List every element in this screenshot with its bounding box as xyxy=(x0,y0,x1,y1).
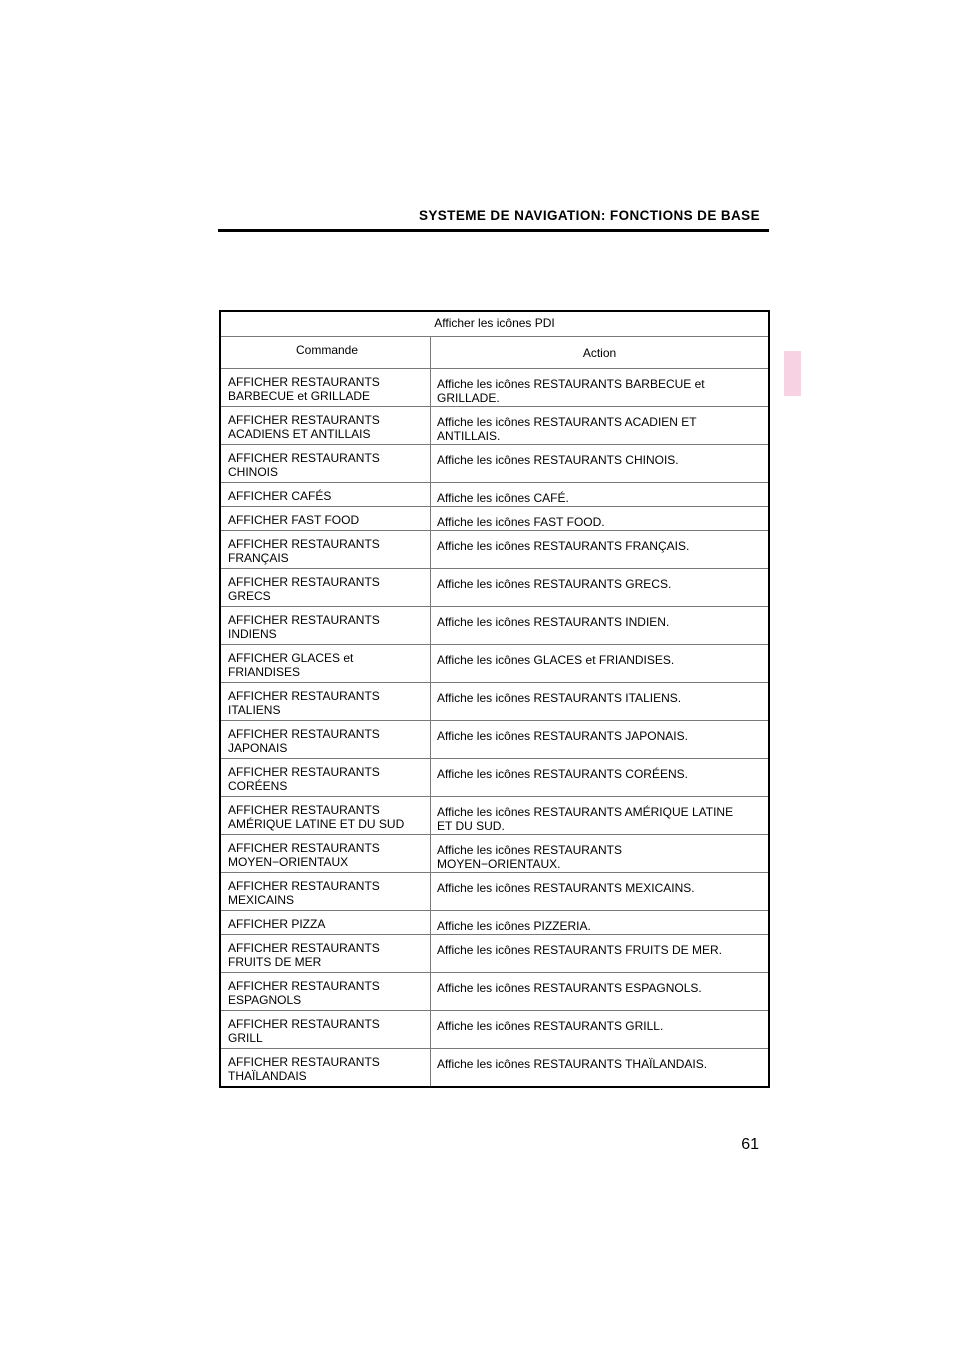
command-cell: AFFICHER RESTAURANTS ESPAGNOLS xyxy=(220,973,431,1011)
table-row xyxy=(220,369,769,407)
action-cell: Affiche les icônes RESTAURANTS FRUITS DE MER. xyxy=(431,935,770,973)
action-cell: Affiche les icônes RESTAURANTS ITALIENS. xyxy=(431,683,770,721)
command-cell: AFFICHER RESTAURANTS GRILL xyxy=(220,1011,431,1049)
command-cell: AFFICHER RESTAURANTS JAPONAIS xyxy=(220,721,431,759)
command-cell: AFFICHER RESTAURANTS MOYEN−ORIENTAUX xyxy=(220,835,431,873)
action-cell: Affiche les icônes RESTAURANTS THAÏLANDAIS. xyxy=(431,1049,770,1087)
action-cell: Affiche les icônes GLACES et FRIANDISES. xyxy=(431,645,770,683)
table-row xyxy=(220,935,769,973)
table-row xyxy=(220,973,769,1011)
action-cell: Affiche les icônes PIZZERIA. xyxy=(431,911,770,935)
command-cell: AFFICHER CAFÉS xyxy=(220,483,431,507)
command-cell: AFFICHER RESTAURANTS CHINOIS xyxy=(220,445,431,483)
action-cell: Affiche les icônes RESTAURANTS ACADIEN ET ANTILLAIS. xyxy=(431,407,770,445)
command-cell: AFFICHER RESTAURANTS AMÉRIQUE LATINE ET DU SUD xyxy=(220,797,431,835)
page-header-title: SYSTEME DE NAVIGATION: FONCTIONS DE BASE xyxy=(418,208,760,223)
column-header-command: Commande xyxy=(220,337,431,369)
command-cell: AFFICHER RESTAURANTS FRUITS DE MER xyxy=(220,935,431,973)
action-cell: Affiche les icônes FAST FOOD. xyxy=(431,507,770,531)
action-cell: Affiche les icônes RESTAURANTS FRANÇAIS. xyxy=(431,531,770,569)
command-cell: AFFICHER FAST FOOD xyxy=(220,507,431,531)
table-row xyxy=(220,483,769,507)
header-rule xyxy=(218,229,769,232)
table-row xyxy=(220,645,769,683)
table-caption: Afficher les icônes PDI xyxy=(220,311,769,337)
command-cell: AFFICHER PIZZA xyxy=(220,911,431,935)
table-row xyxy=(220,407,769,445)
poi-commands-table xyxy=(219,310,770,1088)
action-cell: Affiche les icônes RESTAURANTS MEXICAINS. xyxy=(431,873,770,911)
command-cell: AFFICHER RESTAURANTS BARBECUE et GRILLADE xyxy=(220,369,431,407)
section-tab-marker xyxy=(784,351,801,396)
table-row xyxy=(220,1011,769,1049)
column-header-action: Action xyxy=(431,337,770,369)
table-row xyxy=(220,607,769,645)
action-cell: Affiche les icônes RESTAURANTS JAPONAIS. xyxy=(431,721,770,759)
table-row xyxy=(220,835,769,873)
action-cell: Affiche les icônes RESTAURANTS CHINOIS. xyxy=(431,445,770,483)
table-row xyxy=(220,797,769,835)
command-cell: AFFICHER RESTAURANTS GRECS xyxy=(220,569,431,607)
action-cell: Affiche les icônes RESTAURANTS MOYEN−ORIENTAUX. xyxy=(431,835,770,873)
command-cell: AFFICHER RESTAURANTS ITALIENS xyxy=(220,683,431,721)
table-row xyxy=(220,759,769,797)
table-row xyxy=(220,1049,769,1087)
action-cell: Affiche les icônes RESTAURANTS INDIEN. xyxy=(431,607,770,645)
table-row xyxy=(220,531,769,569)
action-cell: Affiche les icônes CAFÉ. xyxy=(431,483,770,507)
action-cell: Affiche les icônes RESTAURANTS AMÉRIQUE LATINE ET DU SUD. xyxy=(431,797,770,835)
page-number: 61 xyxy=(741,1136,759,1153)
table-row xyxy=(220,873,769,911)
table-row xyxy=(220,445,769,483)
action-cell: Affiche les icônes RESTAURANTS GRILL. xyxy=(431,1011,770,1049)
table-row xyxy=(220,911,769,935)
table-row xyxy=(220,507,769,531)
command-cell: AFFICHER RESTAURANTS INDIENS xyxy=(220,607,431,645)
table-row xyxy=(220,721,769,759)
table-row xyxy=(220,569,769,607)
action-cell: Affiche les icônes RESTAURANTS ESPAGNOLS. xyxy=(431,973,770,1011)
action-cell: Affiche les icônes RESTAURANTS CORÉENS. xyxy=(431,759,770,797)
command-cell: AFFICHER RESTAURANTS ACADIENS ET ANTILLAIS xyxy=(220,407,431,445)
table-row xyxy=(220,683,769,721)
command-cell: AFFICHER RESTAURANTS THAÏLANDAIS xyxy=(220,1049,431,1087)
command-cell: AFFICHER RESTAURANTS CORÉENS xyxy=(220,759,431,797)
command-cell: AFFICHER RESTAURANTS MEXICAINS xyxy=(220,873,431,911)
command-cell: AFFICHER RESTAURANTS FRANÇAIS xyxy=(220,531,431,569)
action-cell: Affiche les icônes RESTAURANTS GRECS. xyxy=(431,569,770,607)
action-cell: Affiche les icônes RESTAURANTS BARBECUE et GRILLADE. xyxy=(431,369,770,407)
command-cell: AFFICHER GLACES et FRIANDISES xyxy=(220,645,431,683)
